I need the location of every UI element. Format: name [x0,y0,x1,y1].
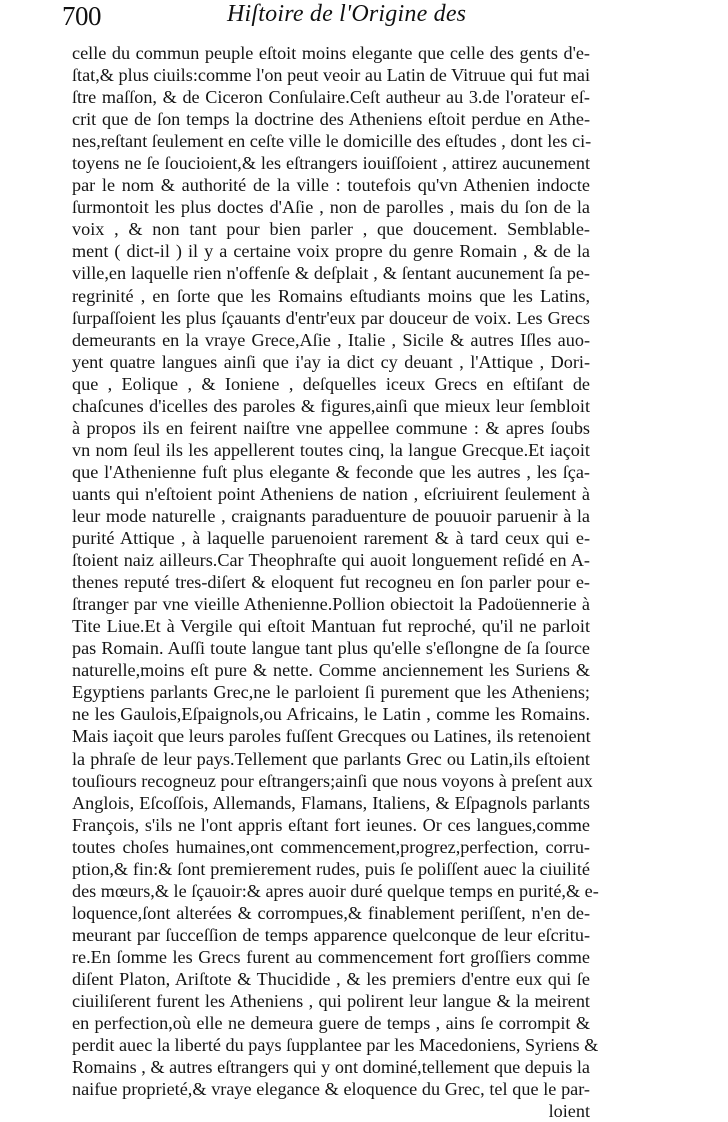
page-header [62,0,622,34]
text-line: voix , & non tant pour bien parler , que doucement. Semblable- [72,219,590,240]
text-line: ſurmontoit les plus doctes d'Aſie , non de parolles , mais du ſon de la [72,197,590,218]
text-line: ption,& fin:& ſont premierement rudes, puis ſe poliſſent auec la ciuilité [72,858,590,879]
running-title: Hiſtoire de l'Origine des [227,1,467,27]
text-line: loient [548,1101,590,1122]
text-line: re.En ſomme les Grecs furent au commencement fort groſſiers comme [72,946,590,967]
text-line: uants qui n'eſtoient point Atheniens de nation , eſcriuirent ſeulement à [72,483,590,504]
text-line: demeurants en la vraye Grece,Aſie , Italie , Sicile & autres Iſles auo- [72,329,590,350]
body-text [72,42,599,1122]
text-line: leur mode naturelle , craignants paraduenture de pouuoir paruenir à la [72,505,590,526]
text-line: à propos ils en feirent naiſtre vne appellee commune : & apres ſoubs [72,417,590,438]
text-line: ciuiliſerent furent les Atheniens , qui polirent leur langue & la meirent [72,991,590,1012]
text-line: par le nom & authorité de la ville : toutefois qu'vn Athenien indocte [72,175,590,196]
page-number: 700 [62,1,101,31]
text-line: perdit auec la liberté du pays ſupplantee par les Macedoniens, Syriens & [72,1035,599,1056]
text-line: ne les Gaulois,Eſpaignols,ou Africains, le Latin , comme les Romains. [72,704,590,725]
text-line: Mais iaçoit que leurs paroles fuſſent Grecques ou Latines, ils retenoient [72,726,591,747]
text-line: crit que de ſon temps la doctrine des Atheniens eſtoit perdue en Athe- [72,109,590,130]
text-line: touſiours recogneuz pour eſtrangers;ainſi que nous voyons à preſent aux [72,770,593,791]
text-line: que l'Athenienne fuſt plus elegante & feconde que les autres , les ſça- [72,461,590,482]
text-line: Anglois, Eſcoſſois, Allemands, Flamans, Italiens, & Eſpagnols parlants [72,792,590,813]
text-line: diſent Platon, Ariſtote & Thucidide , & les premiers d'entre eux qui ſe [72,968,590,989]
text-line: naturelle,moins eſt pure & nette. Comme anciennement les Suriens & [72,660,590,681]
text-line: purité Attique , à laquelle paruenoient rarement & à tard ceux qui e- [72,528,590,549]
text-line: vn nom ſeul ils les appellerent toutes cinq, la langue Grecque.Et iaçoit [72,439,590,460]
text-line: ſtre maſſon, & de Ciceron Conſulaire.Ceſt autheur au 3.de l'orateur eſ- [72,87,590,108]
text-line: que , Eolique , & Ioniene , deſquelles iceux Grecs en eſtiſant de [72,373,590,394]
text-line: ſurpaſſoient les plus ſçauants d'entr'eux par douceur de voix. Les Grecs [72,307,590,328]
text-line: thenes reputé tres-diſert & eloquent fut recogneu en ſon parler pour e- [72,572,590,593]
text-line: Egyptiens parlants Grec,ne le parloient ſi purement que les Atheniens; [72,682,590,703]
text-line: Romains , & autres eſtrangers qui y ont dominé,tellement que depuis la [72,1057,590,1078]
text-line: ment ( dict-il ) il y a certaine voix propre du genre Romain , & de la [72,241,590,262]
text-line: en perfection,où elle ne demeura guere de temps , ains ſe corrompit & [72,1013,590,1034]
text-line: pas Romain. Auſſi toute langue tant plus qu'elle s'eſlongne de ſa ſource [72,638,590,659]
text-line: ſtranger par vne vieille Athenienne.Pollion obiectoit la Padoüennerie à [72,594,590,615]
text-line: loquence,ſont alterées & corrompues,& finablement periſſent, n'en de- [72,902,590,923]
text-line: ſtat,& plus ciuils:comme l'on peut veoir au Latin de Vitruue qui fut mai [72,65,590,86]
text-line: toyens ne ſe ſoucioient,& les eſtrangers iouiſſoient , attirez aucunement [72,153,590,174]
text-line: ville,en laquelle rien n'offenſe & deſplait , & ſentant aucunement ſa pe- [72,263,590,284]
text-line: toutes choſes humaines,ont commencement,progrez,perfection, corru- [72,836,590,857]
text-line: des mœurs,& le ſçauoir:& apres auoir duré quelque temps en purité,& e- [72,880,599,901]
text-line: la phraſe de leur pays.Tellement que parlants Grec ou Latin,ils eſtoient [72,748,590,769]
text-line: Tite Liue.Et à Vergile qui eſtoit Mantuan fut reproché, qu'il ne parloit [72,616,590,637]
text-line: nes,reſtant ſeulement en ceſte ville le domicille des eſtudes , dont les ci- [72,131,592,152]
text-line: chaſcunes d'icelles des paroles & figures,ainſi que mieux leur ſembloit [72,395,590,416]
text-line: naifue proprieté,& vraye elegance & eloquence du Grec, tel que le par- [72,1079,590,1100]
text-line: ſtoient naiz ailleurs.Car Theophraſte qui auoit longuement reſidé en A- [72,550,590,571]
text-line: regrinité , en ſorte que les Romains eſtudiants moins que les Latins, [72,285,590,306]
text-line: celle du commun peuple eſtoit moins elegante que celle des gents d'e- [72,43,590,63]
text-line: yent quatre langues ainſi que i'ay ia dict cy deuant , l'Attique , Dori- [72,351,590,372]
text-line: François, s'ils ne l'ont appris eſtant fort ieunes. Or ces langues,comme [72,814,590,835]
text-line: meurant par ſucceſſion de temps apparence quelconque de leur eſcritu- [72,924,590,945]
